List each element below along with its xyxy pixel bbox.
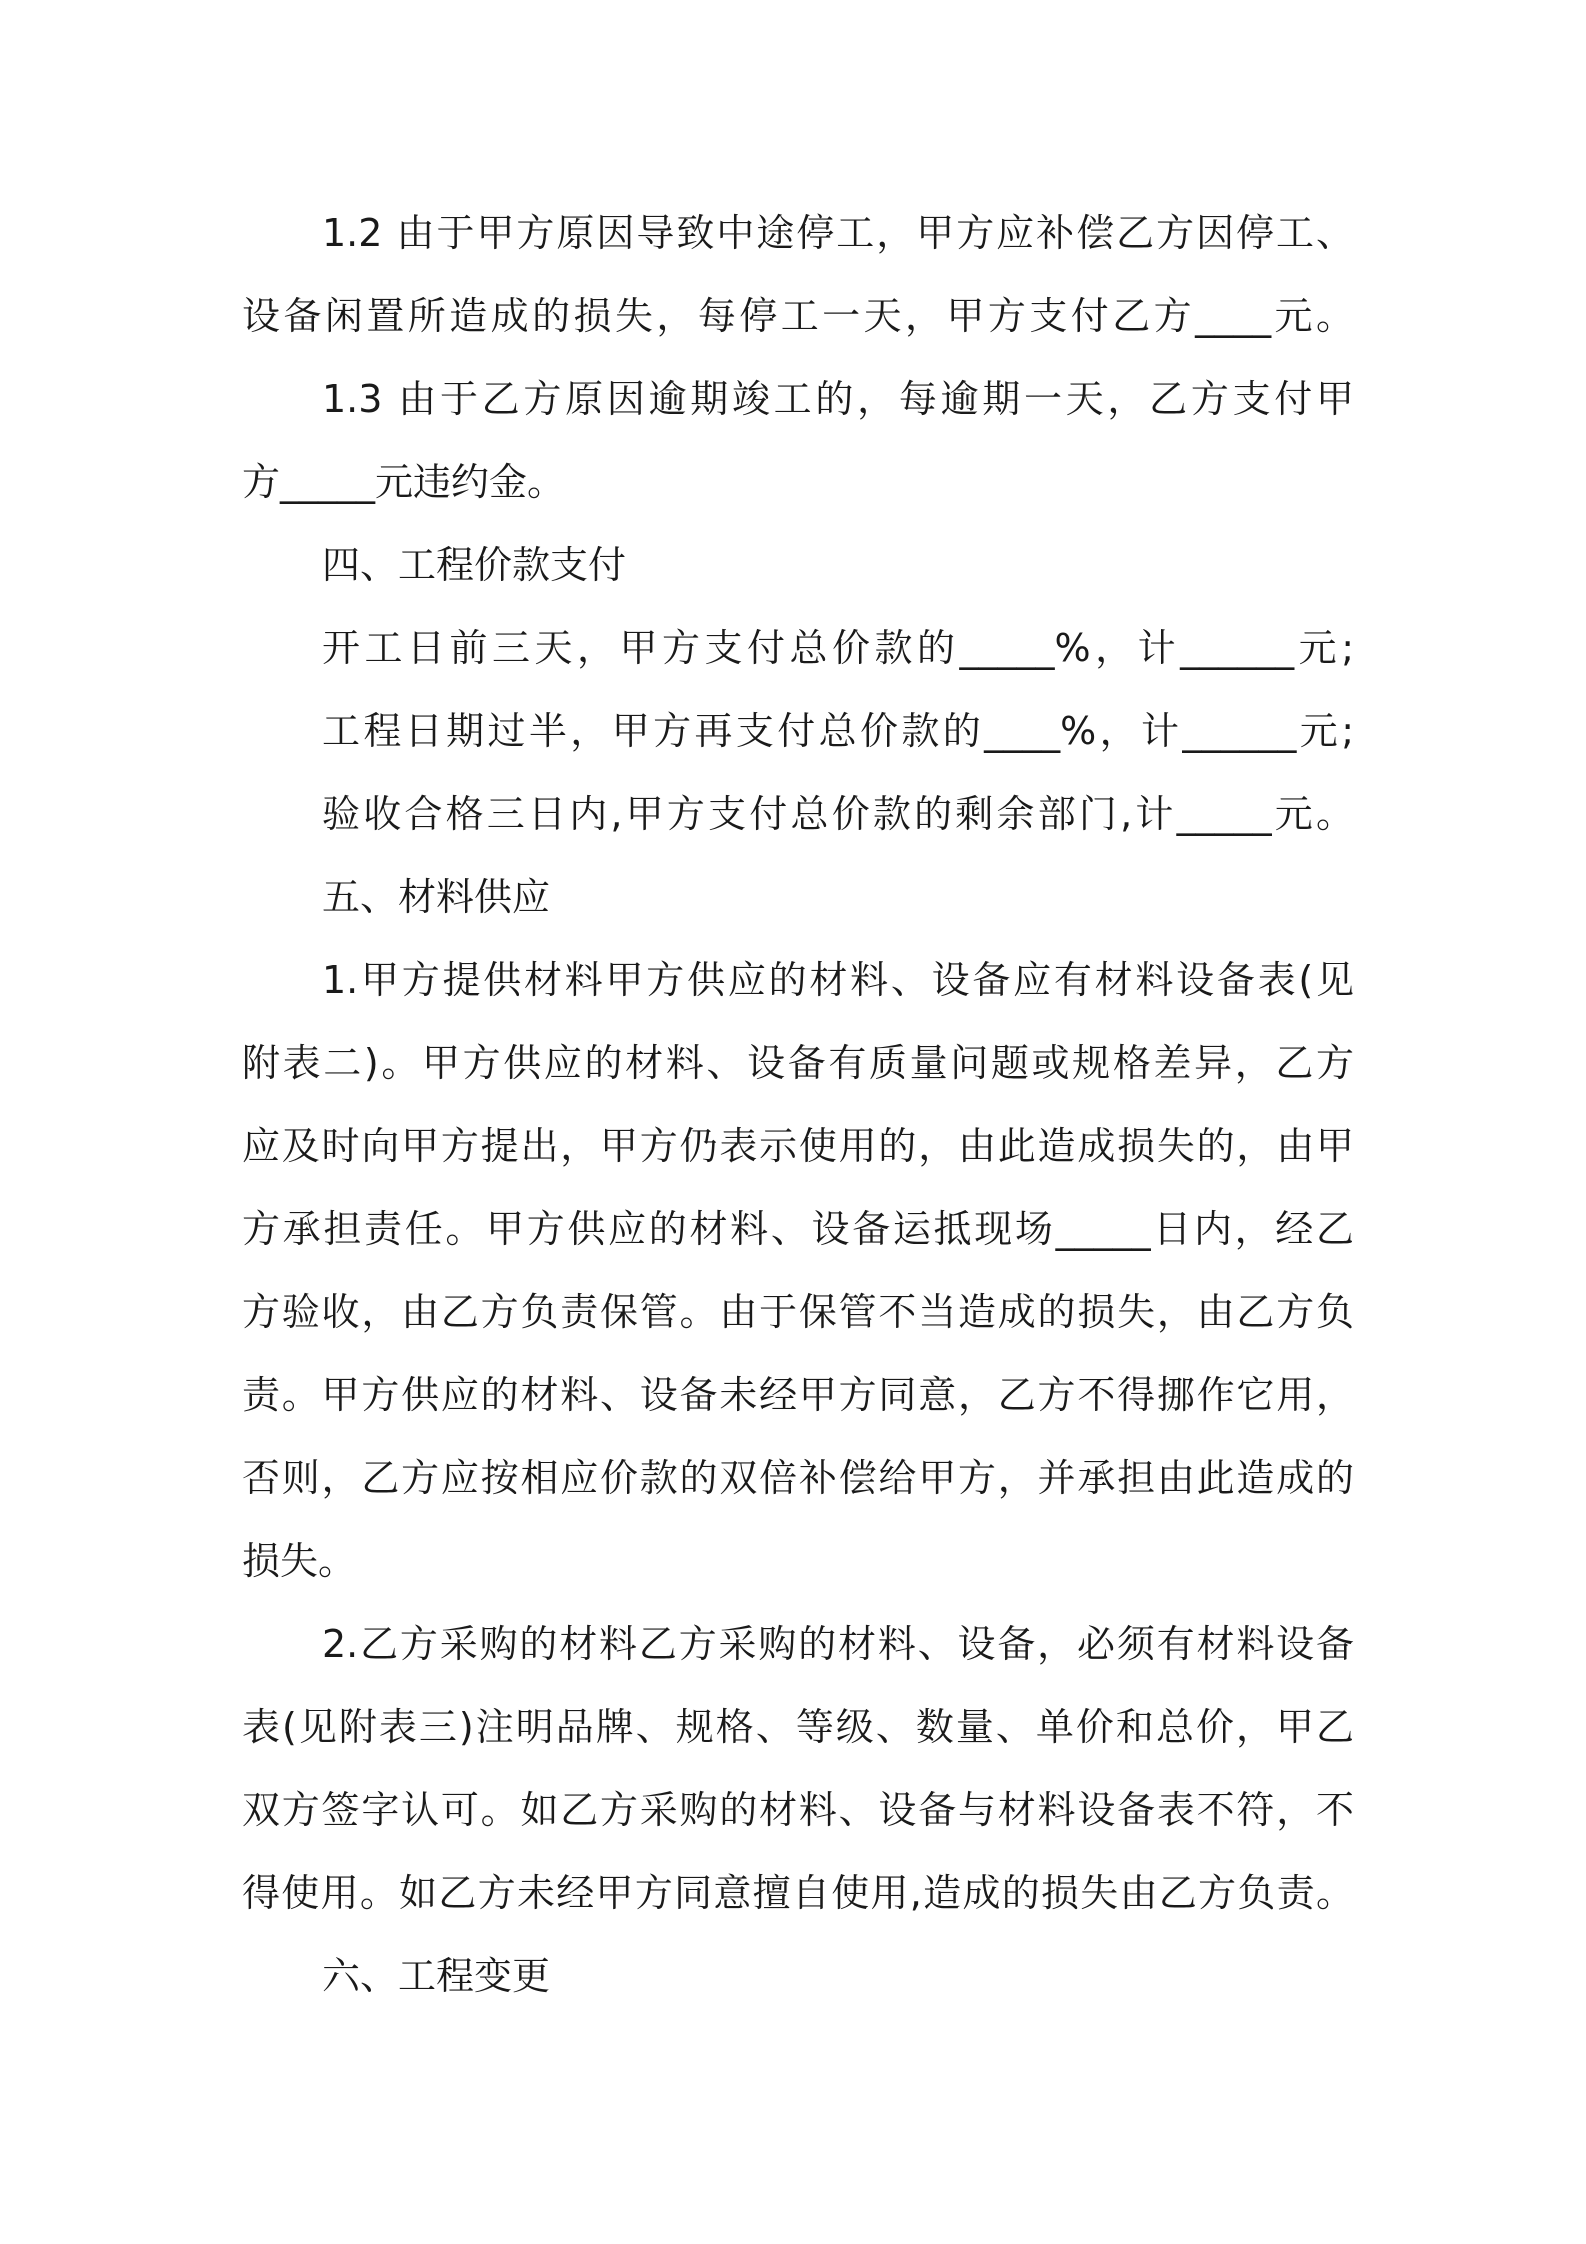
clause-1-3-line-1: 1.3 由于乙方原因逾期竣工的，每逾期一天，乙方支付甲	[322, 377, 1354, 421]
clause-1-3-line-2: 方_____元违约金。	[242, 460, 566, 504]
materials-para-1-line-7: 否则，乙方应按相应价款的双倍补偿给甲方，并承担由此造成的	[242, 1456, 1354, 1500]
materials-para-1-line-2: 附表二)。甲方供应的材料、设备有质量问题或规格差异，乙方	[242, 1041, 1354, 1085]
payment-line-1: 开工日前三天，甲方支付总价款的_____%，计______元;	[322, 626, 1354, 670]
materials-para-1-line-1: 1.甲方提供材料甲方供应的材料、设备应有材料设备表(见	[322, 958, 1354, 1002]
materials-para-1-line-8: 损失。	[242, 1539, 357, 1583]
section-heading-6: 六、工程变更	[322, 1954, 551, 1998]
payment-line-3: 验收合格三日内,甲方支付总价款的剩余部门,计_____元。	[322, 792, 1354, 836]
materials-para-1-line-4: 方承担责任。甲方供应的材料、设备运抵现场_____日内，经乙	[242, 1207, 1354, 1251]
clause-1-2-line-1: 1.2 由于甲方原因导致中途停工，甲方应补偿乙方因停工、	[322, 211, 1354, 255]
materials-para-1-line-3: 应及时向甲方提出，甲方仍表示使用的，由此造成损失的，由甲	[242, 1124, 1354, 1168]
section-heading-4: 四、工程价款支付	[322, 543, 627, 587]
materials-para-2-line-1: 2.乙方采购的材料乙方采购的材料、设备，必须有材料设备	[322, 1622, 1354, 1666]
materials-para-2-line-3: 双方签字认可。如乙方采购的材料、设备与材料设备表不符，不	[242, 1788, 1354, 1832]
materials-para-2-line-2: 表(见附表三)注明品牌、规格、等级、数量、单价和总价，甲乙	[242, 1705, 1354, 1749]
section-heading-5: 五、材料供应	[322, 875, 551, 919]
materials-para-1-line-6: 责。甲方供应的材料、设备未经甲方同意，乙方不得挪作它用，	[242, 1373, 1354, 1417]
document-body	[242, 192, 1354, 2018]
payment-line-2: 工程日期过半，甲方再支付总价款的____%，计______元;	[322, 709, 1354, 753]
materials-para-1-line-5: 方验收，由乙方负责保管。由于保管不当造成的损失，由乙方负	[242, 1290, 1354, 1334]
materials-para-2-line-4: 得使用。如乙方未经甲方同意擅自使用,造成的损失由乙方负责。	[242, 1871, 1354, 1915]
clause-1-2-line-2: 设备闲置所造成的损失，每停工一天，甲方支付乙方____元。	[242, 294, 1354, 338]
